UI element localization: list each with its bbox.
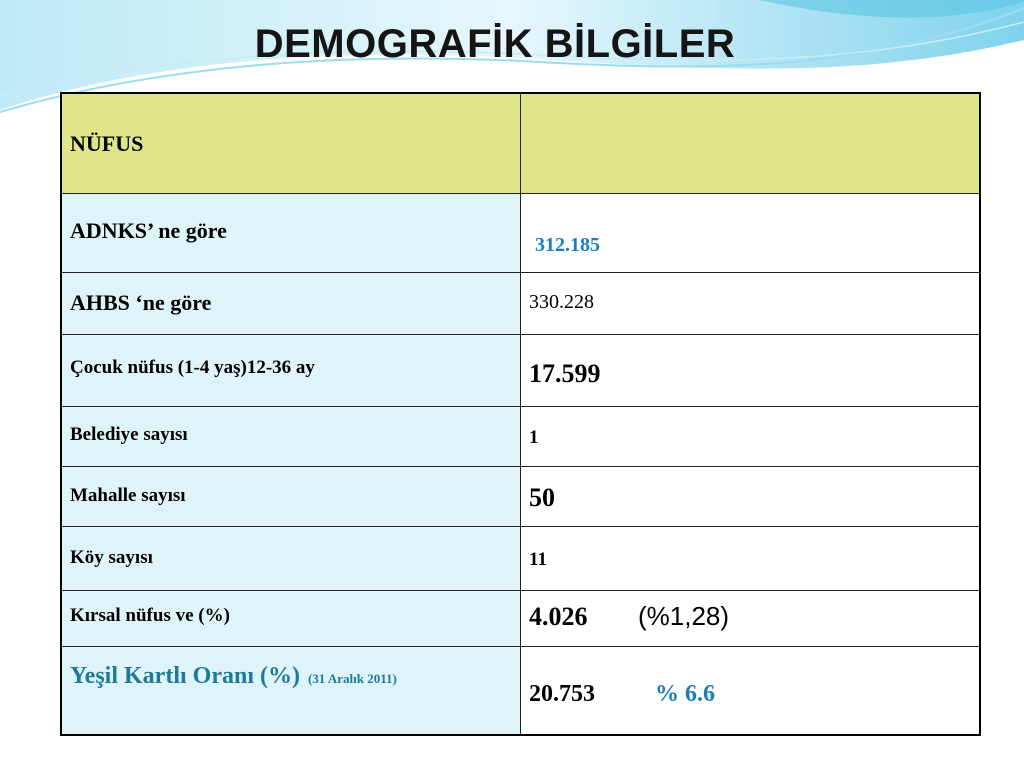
row-value: 4.026	[529, 602, 588, 631]
table-row	[61, 527, 980, 591]
row-value: 11	[521, 527, 981, 591]
table-row	[61, 335, 980, 407]
page-title: DEMOGRAFİK BİLGİLER	[254, 22, 736, 66]
table-row	[61, 407, 980, 467]
table-row	[61, 647, 980, 736]
header-label-cell: NÜFUS	[61, 93, 521, 194]
row-value: 312.185	[535, 234, 600, 256]
row-value: 330.228	[521, 273, 981, 335]
table-header-row	[61, 93, 980, 194]
table-row	[61, 591, 980, 647]
row-value-percent: % 6.6	[655, 681, 715, 707]
row-label: AHBS ‘ne göre	[61, 273, 521, 335]
table-row	[61, 273, 980, 335]
row-value: 20.753	[529, 681, 595, 707]
row-value: 50	[521, 467, 981, 527]
row-value-percent: (%1,28)	[638, 601, 730, 631]
table-row	[61, 194, 980, 273]
demographics-table	[60, 92, 981, 736]
row-label: Yeşil Kartlı Oranı (%)	[70, 663, 300, 689]
row-label: Çocuk nüfus (1-4 yaş)12-36 ay	[61, 335, 521, 407]
row-label: Köy sayısı	[61, 527, 521, 591]
row-label: ADNKS’ ne göre	[61, 194, 521, 273]
row-label: Kırsal nüfus ve (%)	[61, 591, 521, 647]
table-row	[61, 467, 980, 527]
row-label: Belediye sayısı	[61, 407, 521, 467]
header-value-cell	[521, 93, 981, 194]
row-label-note: (31 Aralık 2011)	[307, 671, 397, 686]
row-value: 17.599	[521, 335, 981, 407]
row-label: Mahalle sayısı	[61, 467, 521, 527]
row-value: 1	[521, 407, 981, 467]
